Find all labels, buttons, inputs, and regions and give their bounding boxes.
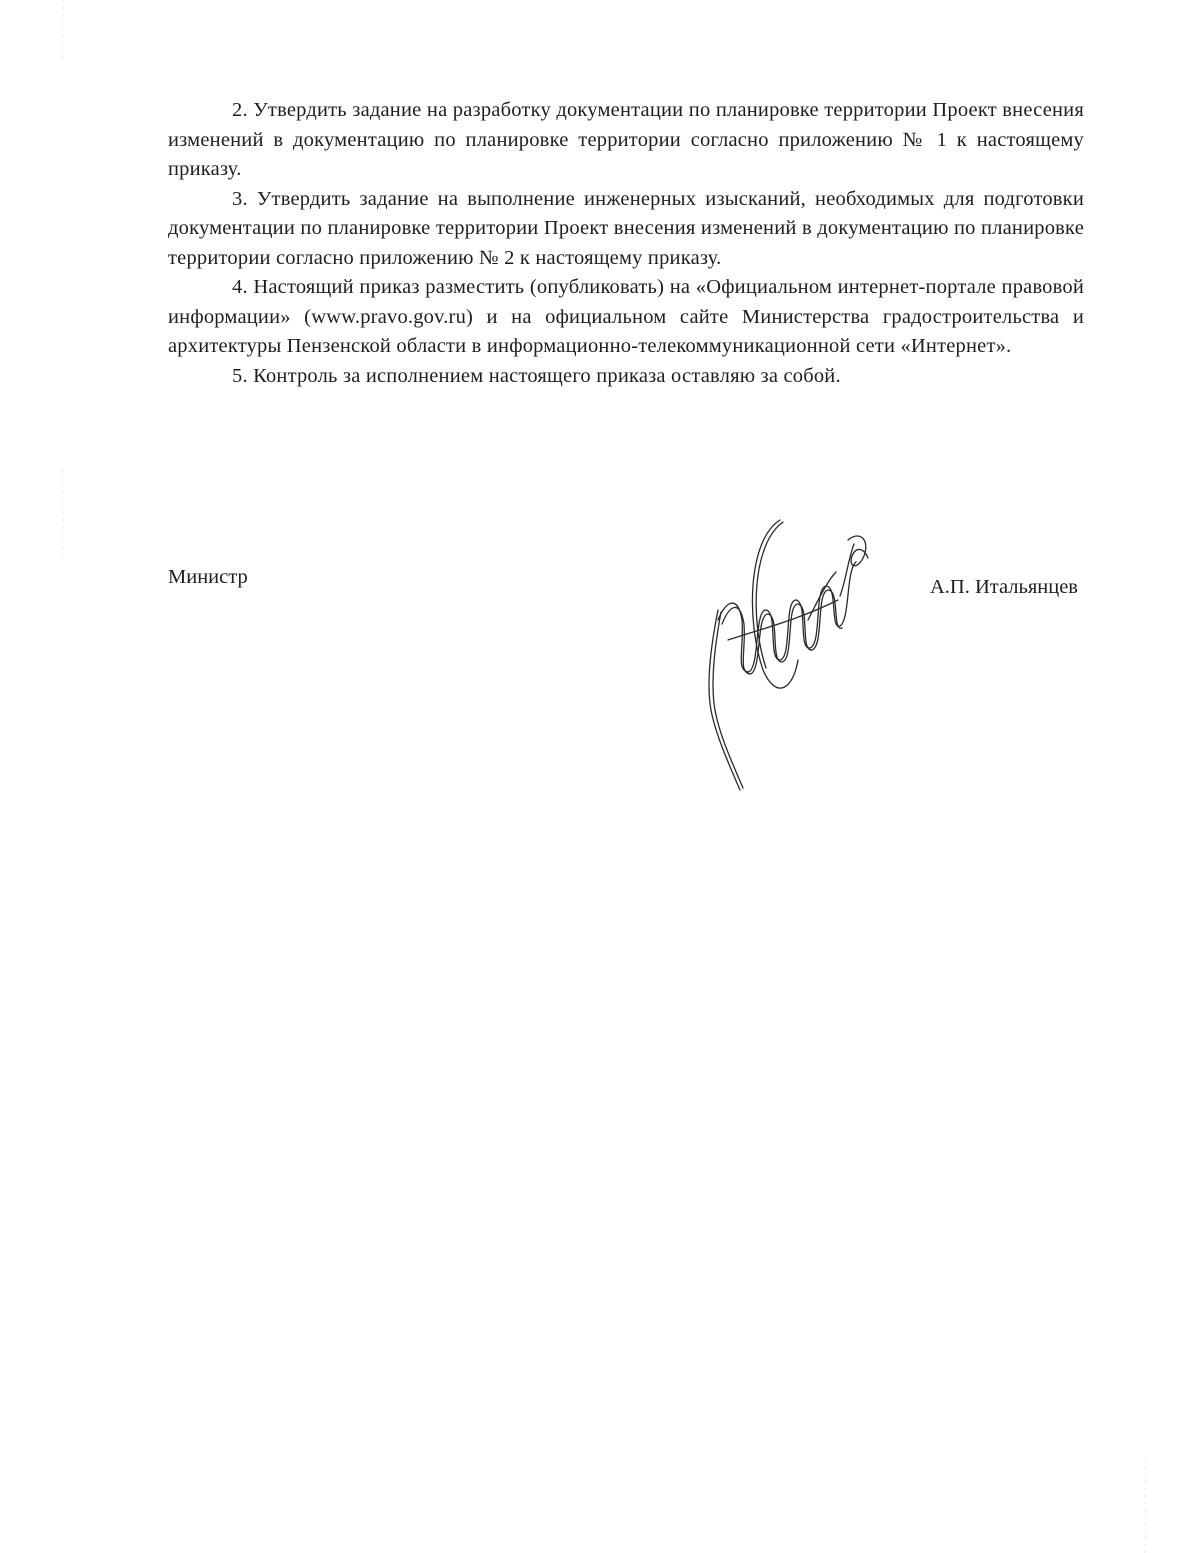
signatory-name: А.П. Итальянцев — [929, 576, 1078, 598]
signature-block — [168, 560, 1084, 820]
scan-margin-marks-left — [60, 0, 68, 1553]
paragraph-2: 2. Утвердить задание на разработку документации по планировке территории Проект внесения изменений в документацию по планировке территории согласно приложению № 1 к настоящему приказу. — [168, 99, 1084, 180]
handwritten-signature — [688, 500, 878, 800]
paragraph-4: 4. Настоящий приказ разместить (опубликовать) на «Официальном интернет-портале правовой информации» (www.pravo.gov.ru) и на официальном сайте Министерства градостроительства и архитектуры Пензенской области в информационно-телекоммуникационной сети «Интернет». — [168, 276, 1084, 357]
signatory-position: Министр — [168, 566, 248, 588]
paragraph-3: 3. Утвердить задание на выполнение инженерных изысканий, необходимых для подготовки документации по планировке территории Проект внесения изменений в документацию по планировке территории согласно приложению № 2 к настоящему приказу. — [168, 187, 1084, 269]
scan-margin-marks-right — [1142, 0, 1150, 1553]
paragraph-5: 5. Контроль за исполнением настоящего приказа оставляю за собой. — [232, 364, 841, 387]
order-body — [168, 96, 1084, 391]
